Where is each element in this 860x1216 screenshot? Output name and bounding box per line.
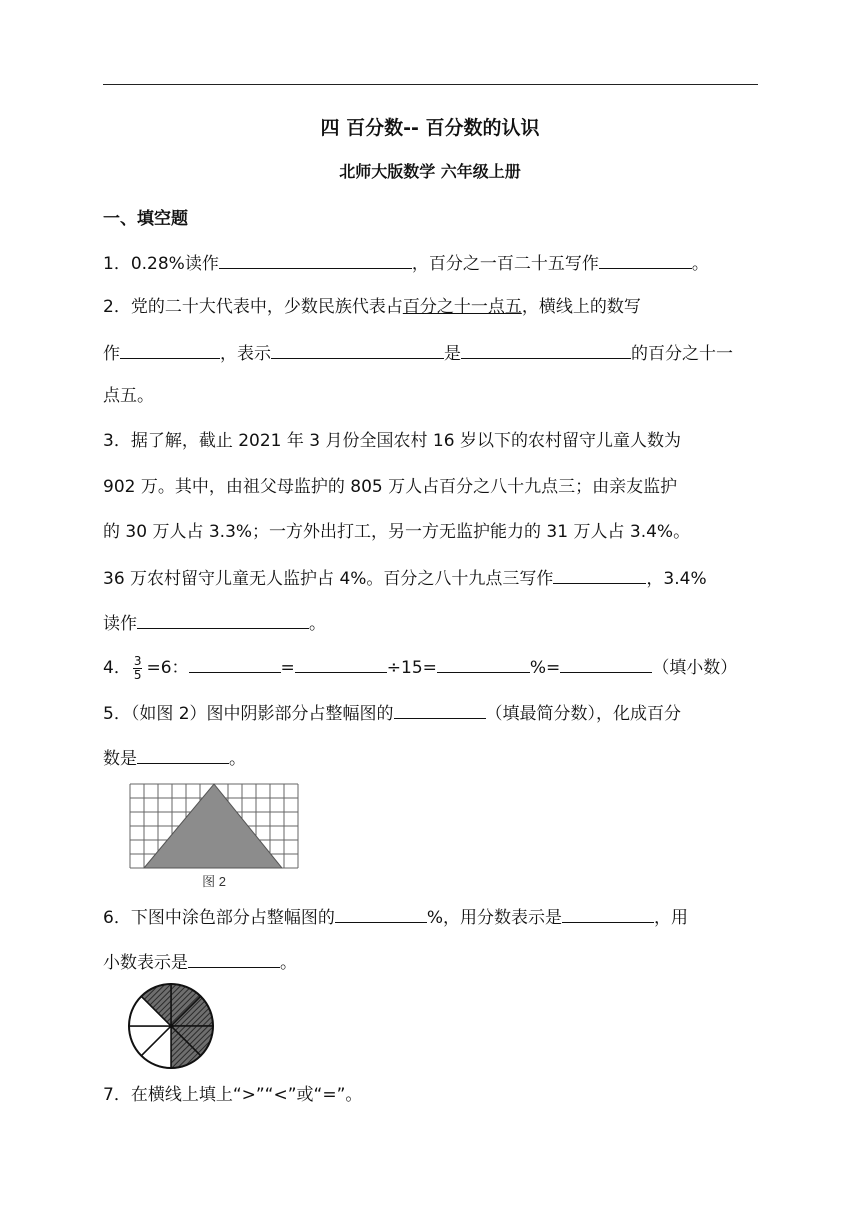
q2-blank-1[interactable] xyxy=(120,340,220,359)
page-title: 四 百分数-- 百分数的认识 xyxy=(320,117,540,139)
q5-text-a: 5．（如图 2）图中阴影部分占整幅图的 xyxy=(103,704,394,724)
q5-text-d: 。 xyxy=(229,749,246,769)
q6-blank-2[interactable] xyxy=(562,904,654,923)
q3-text-d: 。 xyxy=(309,614,326,634)
figure-2-caption: 图 2 xyxy=(202,874,226,889)
q6-text-e: 。 xyxy=(280,953,297,973)
q4-text-a: =6： xyxy=(146,658,189,678)
q3-blank-1[interactable] xyxy=(553,565,646,584)
q4-text-e: （填小数） xyxy=(652,658,738,678)
q4-blank-4[interactable] xyxy=(560,654,652,673)
q5-text-b: （填最简分数），化成百分 xyxy=(485,704,682,724)
q6-text-d: 小数表示是 xyxy=(103,953,188,973)
q2-underlined-text: 百分之十一点五 xyxy=(402,297,522,317)
question-3-line-4 xyxy=(103,565,707,591)
question-6-line-2 xyxy=(103,949,297,975)
question-1 xyxy=(103,250,709,276)
q2-text-c: 作 xyxy=(103,344,120,364)
fraction-numerator: 3 xyxy=(133,653,142,668)
q2-text-e: 是 xyxy=(444,344,461,364)
q2-text-a: 2．党的二十大代表中，少数民族代表占 xyxy=(103,297,403,317)
q3-text-a: 36 万农村留守儿童无人监护占 4%。百分之八十九点三写作 xyxy=(103,569,554,589)
section-heading: 一、填空题 xyxy=(103,209,188,229)
q2-text-d: ，表示 xyxy=(220,344,271,364)
q4-blank-2[interactable] xyxy=(295,654,387,673)
q2-text-b: ，横线上的数写 xyxy=(521,297,641,317)
question-3-line-3: 的 30 万人占 3.3%；一方外出打工，另一方无监护能力的 31 万人占 3.4%。 xyxy=(103,522,691,542)
question-2-line-3: 点五。 xyxy=(103,386,154,406)
question-7: 7．在横线上填上“>”“<”或“=”。 xyxy=(103,1085,363,1105)
question-4 xyxy=(103,654,737,682)
question-3-line-2: 902 万。其中，由祖父母监护的 805 万人占百分之八十九点三；由亲友监护 xyxy=(103,477,678,497)
q4-text-b: = xyxy=(280,658,295,678)
q1-text-c: 。 xyxy=(691,254,709,274)
question-3-line-5 xyxy=(103,610,326,636)
question-5-line-2 xyxy=(103,745,246,771)
q5-blank-2[interactable] xyxy=(137,745,229,764)
q4-blank-1[interactable] xyxy=(189,654,281,673)
q2-blank-2[interactable] xyxy=(271,340,444,359)
top-rule xyxy=(103,84,758,85)
figure-2-grid-triangle xyxy=(128,782,300,894)
q4-text-d: %= xyxy=(529,658,561,678)
q4-text-c: ÷15= xyxy=(386,658,437,678)
q4-fraction xyxy=(133,655,143,682)
q6-blank-3[interactable] xyxy=(188,949,280,968)
q5-blank-1[interactable] xyxy=(394,700,486,719)
q1-text-a: 1．0.28%读作 xyxy=(103,254,219,274)
question-2-line-2 xyxy=(103,340,733,366)
q3-blank-2[interactable] xyxy=(137,610,309,629)
q1-blank-1[interactable] xyxy=(219,250,412,269)
question-3-line-1: 3．据了解，截止 2021 年 3 月份全国农村 16 岁以下的农村留守儿童人数为 xyxy=(103,431,681,451)
fraction-denominator: 5 xyxy=(133,667,142,682)
q3-text-c: 读作 xyxy=(103,614,137,634)
q4-number: 4． xyxy=(103,658,131,678)
q1-blank-2[interactable] xyxy=(599,250,692,269)
q6-blank-1[interactable] xyxy=(335,904,427,923)
q2-text-f: 的百分之十一 xyxy=(631,344,733,364)
q3-text-b: ，3.4% xyxy=(646,569,707,589)
figure-circle-sectors xyxy=(127,982,215,1070)
q2-blank-3[interactable] xyxy=(461,340,631,359)
q4-blank-3[interactable] xyxy=(437,654,530,673)
question-6-line-1 xyxy=(103,904,688,930)
q6-text-c: ，用 xyxy=(653,908,688,928)
page-subtitle: 北师大版数学 六年级上册 xyxy=(339,162,521,181)
q5-text-c: 数是 xyxy=(103,749,137,769)
question-2-line-1 xyxy=(103,295,641,319)
question-5-line-1 xyxy=(103,700,681,726)
q6-text-a: 6．下图中涂色部分占整幅图的 xyxy=(103,908,335,928)
q6-text-b: %，用分数表示是 xyxy=(426,908,562,928)
q1-text-b: ，百分之一百二十五写作 xyxy=(411,254,599,274)
